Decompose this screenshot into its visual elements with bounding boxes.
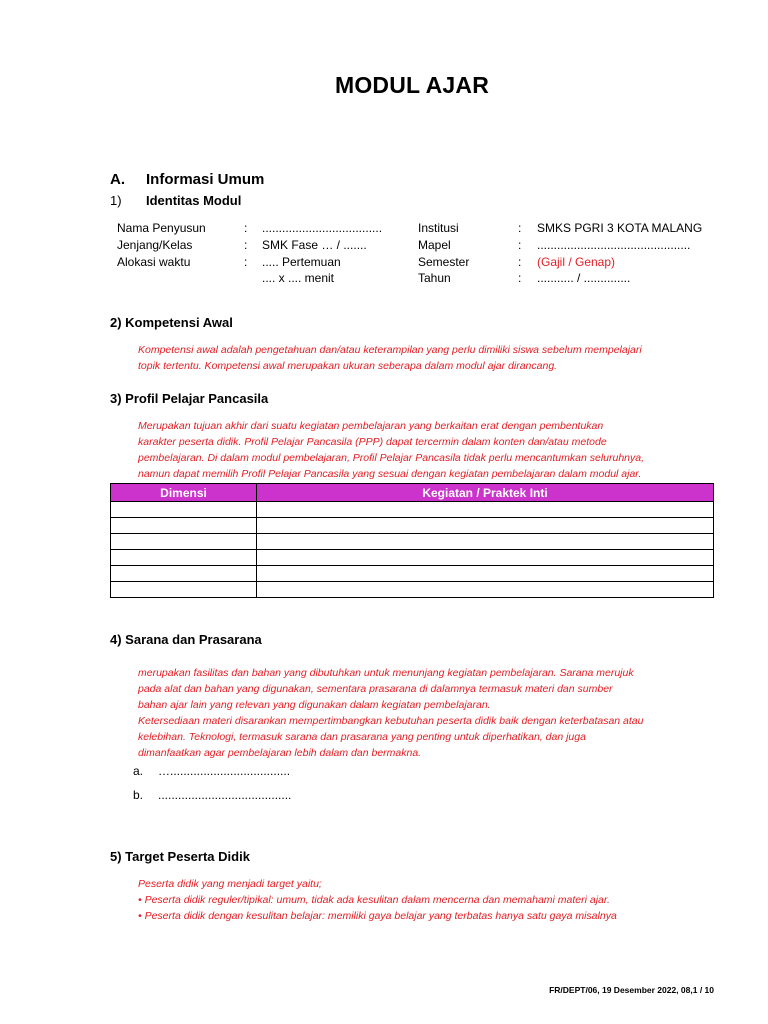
kompetensi-awal-line: topik tertentu. Kompetensi awal merupakan ukuran seberapa dalam modul ajar dirancang. (138, 360, 558, 372)
table-cell[interactable] (111, 582, 257, 598)
header-dimensi: Dimensi (111, 484, 257, 502)
table-cell[interactable] (111, 550, 257, 566)
target-line: Peserta didik yang menjadi target yaitu; (138, 878, 322, 890)
table-row (111, 534, 714, 550)
profil-line: namun dapat memilih Profil Pelajar Pancasila yang sesuai dengan kegiatan pembelajaran dalam modul ajar. (138, 468, 642, 480)
identity-value: ........... / .............. (537, 271, 631, 285)
section-a-letter: A. (110, 171, 125, 188)
section-a-title: Informasi Umum (146, 171, 265, 188)
profil-line: Merupakan tujuan akhir dari suatu kegiatan pembelajaran yang berkaitan erat dengan pembentukan (138, 420, 604, 432)
profil-heading: 3) Profil Pelajar Pancasila (110, 391, 269, 406)
table-row (111, 550, 714, 566)
identity-label: Jenjang/Kelas (117, 238, 193, 252)
target-heading: 5) Target Peserta Didik (110, 849, 250, 864)
kompetensi-awal-line: Kompetensi awal adalah pengetahuan dan/atau keterampilan yang perlu dimiliki siswa sebelum mempelajari (138, 344, 642, 356)
list-marker: b. (133, 788, 144, 802)
table-cell[interactable] (111, 518, 257, 534)
table-row (111, 502, 714, 518)
target-line: • Peserta didik dengan kesulitan belajar: memiliki gaya belajar yang terbatas hanya satu gaya misalnya (138, 910, 617, 922)
sarana-line: bahan ajar lain yang relevan yang digunakan dalam kegiatan pembelajaran. (138, 699, 491, 711)
identity-colon: : (518, 255, 522, 269)
list-item: ........................................ (158, 788, 292, 802)
subsection-1-title: Identitas Modul (146, 193, 242, 208)
page-footer: FR/DEPT/06, 19 Desember 2022, 08,1 / 10 (549, 985, 714, 995)
table-header-row (111, 484, 714, 502)
identity-label: Mapel (418, 238, 451, 252)
table-row (111, 518, 714, 534)
table-cell[interactable] (257, 502, 714, 518)
identity-colon: : (518, 221, 522, 235)
sarana-heading: 4) Sarana dan Prasarana (110, 632, 262, 647)
list-item: ….................................... (158, 764, 291, 778)
page-title: MODUL AJAR (334, 72, 490, 98)
table-row (111, 566, 714, 582)
table-cell[interactable] (257, 534, 714, 550)
target-line: • Peserta didik reguler/tipikal: umum, tidak ada kesulitan dalam mencerna dan memahami materi ajar. (138, 894, 610, 906)
table-cell[interactable] (111, 566, 257, 582)
kompetensi-awal-heading: 2) Kompetensi Awal (110, 315, 233, 330)
profil-table (110, 483, 714, 598)
table-cell[interactable] (257, 550, 714, 566)
identity-colon: : (518, 238, 522, 252)
identity-value: .............................................. (537, 238, 691, 252)
sarana-line: pada alat dan bahan yang digunakan, sementara prasarana di dalamnya termasuk materi dan sumber (138, 683, 613, 695)
identity-value: SMKS PGRI 3 KOTA MALANG (537, 221, 703, 235)
table-cell[interactable] (257, 582, 714, 598)
table-cell[interactable] (111, 534, 257, 550)
identity-label: Nama Penyusun (117, 221, 206, 235)
identity-label: Tahun (418, 271, 451, 285)
table-cell[interactable] (257, 518, 714, 534)
identity-colon: : (244, 238, 248, 252)
sarana-line: Ketersediaan materi disarankan mempertimbangkan kebutuhan peserta didik baik dengan keterbatasan atau (138, 715, 644, 727)
table-cell[interactable] (111, 502, 257, 518)
sarana-line: merupakan fasilitas dan bahan yang dibutuhkan untuk menunjang kegiatan pembelajaran. Sarana merujuk (138, 667, 634, 679)
identity-label: Semester (418, 255, 470, 269)
identity-label: Institusi (418, 221, 459, 235)
table-row (111, 582, 714, 598)
identity-value: .... x .... menit (262, 271, 335, 285)
profil-line: karakter peserta didik. Profil Pelajar Pancasila (PPP) dapat tercermin dalam konten dan/atau metode (138, 436, 607, 448)
identity-value: .................................... (262, 221, 383, 235)
sarana-line: dimanfaatkan agar pembelajaran lebih dalam dan bermakna. (138, 747, 422, 759)
sarana-line: kelebihan. Teknologi, termasuk sarana dan prasarana yang penting untuk diperhatikan, dan juga (138, 731, 586, 743)
identity-value: SMK Fase … / ....... (262, 238, 367, 252)
semester-value: (Gajil / Genap) (537, 255, 616, 269)
subsection-1-number: 1) (110, 193, 122, 208)
header-kegiatan: Kegiatan / Praktek Inti (257, 484, 714, 502)
table-cell[interactable] (257, 566, 714, 582)
identity-colon: : (244, 255, 248, 269)
identity-value: ..... Pertemuan (262, 255, 341, 269)
profil-line: pembelajaran. Di dalam modul pembelajaran, Profil Pelajar Pancasila tidak perlu mencantumkan seluruhnya, (138, 452, 645, 464)
identity-label: Alokasi waktu (117, 255, 191, 269)
identity-colon: : (244, 221, 248, 235)
identity-colon: : (518, 271, 522, 285)
list-marker: a. (133, 764, 144, 778)
